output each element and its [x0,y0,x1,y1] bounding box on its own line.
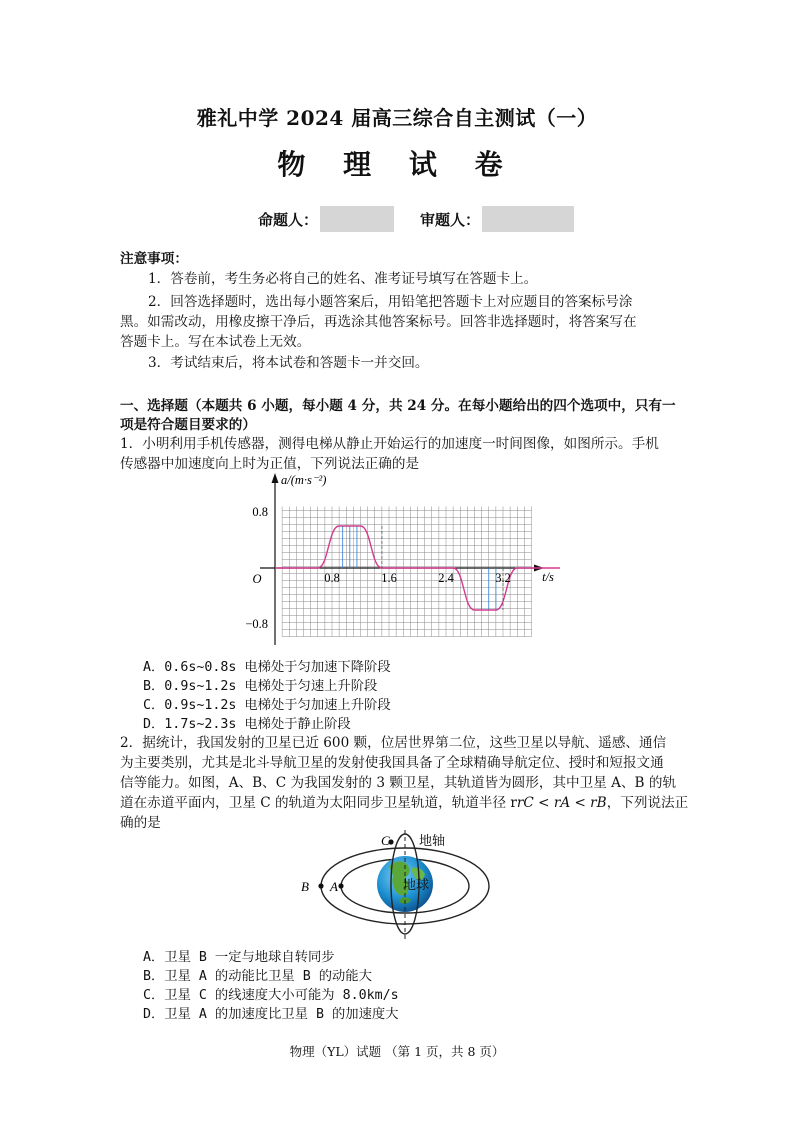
subject-title: 物 理 试 卷 [277,148,517,181]
label-axis: 地轴 [419,833,446,848]
label-a: A [330,879,338,894]
x-axis-label: t/s [542,570,554,584]
q2-stem-tail: ，下列说法正 [606,795,689,811]
satellite-a [338,883,343,888]
y-axis-arrow [272,473,279,483]
setter-label: 命题人： [258,210,319,229]
reviewer-label: 审题人： [420,210,481,229]
notice-item: 2．回答选择题时，选出每小题答案后，用铅笔把答题卡上对应题目的答案标号涂 [148,294,633,310]
x-tick-label: 3.2 [495,571,511,585]
label-b: B [301,879,309,894]
chart-grid [282,506,531,636]
q1-stem: 1．小明利用手机传感器，测得电梯从静止开始运行的加速度一时间图像，如图所示。手机 [120,436,659,452]
setter-field [258,205,394,233]
notice-item: 1．答卷前，考生务必将自己的姓名、准考证号填写在答题卡上。 [148,271,538,287]
notice-heading: 注意事项： [120,251,188,267]
q2-option-b[interactable]: B．卫星 A 的动能比卫星 B 的动能大 [143,969,372,984]
chart-axes [260,473,544,645]
x-tick-label: 2.4 [438,571,454,585]
notice-item: 答题卡上。写在本试卷上无效。 [120,334,311,350]
q2-option-a[interactable]: A．卫星 B 一定与地球自转同步 [143,950,335,965]
section-heading: 一、选择题（本题共 6 小题，每小题 4 分，共 24 分。在每小题给出的四个选项中，只有一 [120,398,676,414]
q2-stem: 2．据统计，我国发射的卫星已近 600 颗，位居世界第二位，这些卫星以导航、遥感、通信 [120,735,667,751]
page-footer: 物理（YL）试题 （第 1 页，共 8 页） [289,1044,505,1059]
q2-stem-text: 道在赤道平面内，卫星 C 的轨道为太阳同步卫星轨道，轨道半径 r [120,795,517,811]
section-heading: 项是符合题目要求的） [120,417,256,433]
q2-option-c[interactable]: C．卫星 C 的线速度大小可能为 8.0km/s [143,988,399,1003]
reviewer-name-box [482,206,574,232]
q1-option-a[interactable]: A．0.6s~0.8s 电梯处于匀加速下降阶段 [143,660,391,675]
y-axis-label: a/(m·s⁻²) [281,473,327,487]
orbit-diagram [295,828,505,946]
q1-option-c[interactable]: C．0.9s~1.2s 电梯处于匀加速上升阶段 [143,698,391,713]
setter-name-box [320,206,394,232]
satellite-b [318,883,323,888]
y-tick-label: −0.8 [245,617,268,631]
chart-labels [245,473,554,631]
q2-stem: 为主要类别，尤其是北斗导航卫星的发射使我国具备了全球精确导航定位、授时和短报文通 [120,755,664,771]
notice-item: 3．考试结束后，将本试卷和答题卡一并交回。 [148,355,429,371]
origin-label: O [252,572,262,586]
label-earth: 地球 [403,877,430,892]
exam-title: 雅礼中学 2024 届高三综合自主测试（一） [196,106,598,130]
q1-option-d[interactable]: D．1.7s~2.3s 电梯处于静止阶段 [143,717,351,732]
radius-relation: rC < rA < rB [516,795,607,811]
q2-option-d[interactable]: D．卫星 A 的加速度比卫星 B 的加速度大 [143,1007,399,1022]
notice-item: 黑。如需改动，用橡皮擦干净后，再选涂其他答案标号。回答非选择题时，将答案写在 [120,314,637,330]
q2-stem: 确的是 [120,815,161,831]
y-tick-label: 0.8 [252,505,268,519]
q2-stem: 信等能力。如图，A、B、C 为我国发射的 3 颗卫星，其轨道皆为圆形，其中卫星 A、B 的轨 [120,775,677,791]
x-tick-label: 0.8 [324,571,340,585]
q1-option-b[interactable]: B．0.9s~1.2s 电梯处于匀速上升阶段 [143,679,378,694]
reviewer-field [420,205,574,233]
q1-stem: 传感器中加速度向上时为正值，下列说法正确的是 [120,456,420,472]
q1-chart [240,470,570,656]
q2-stem [120,794,688,814]
label-c: C [381,833,390,848]
x-tick-label: 1.6 [381,571,397,585]
